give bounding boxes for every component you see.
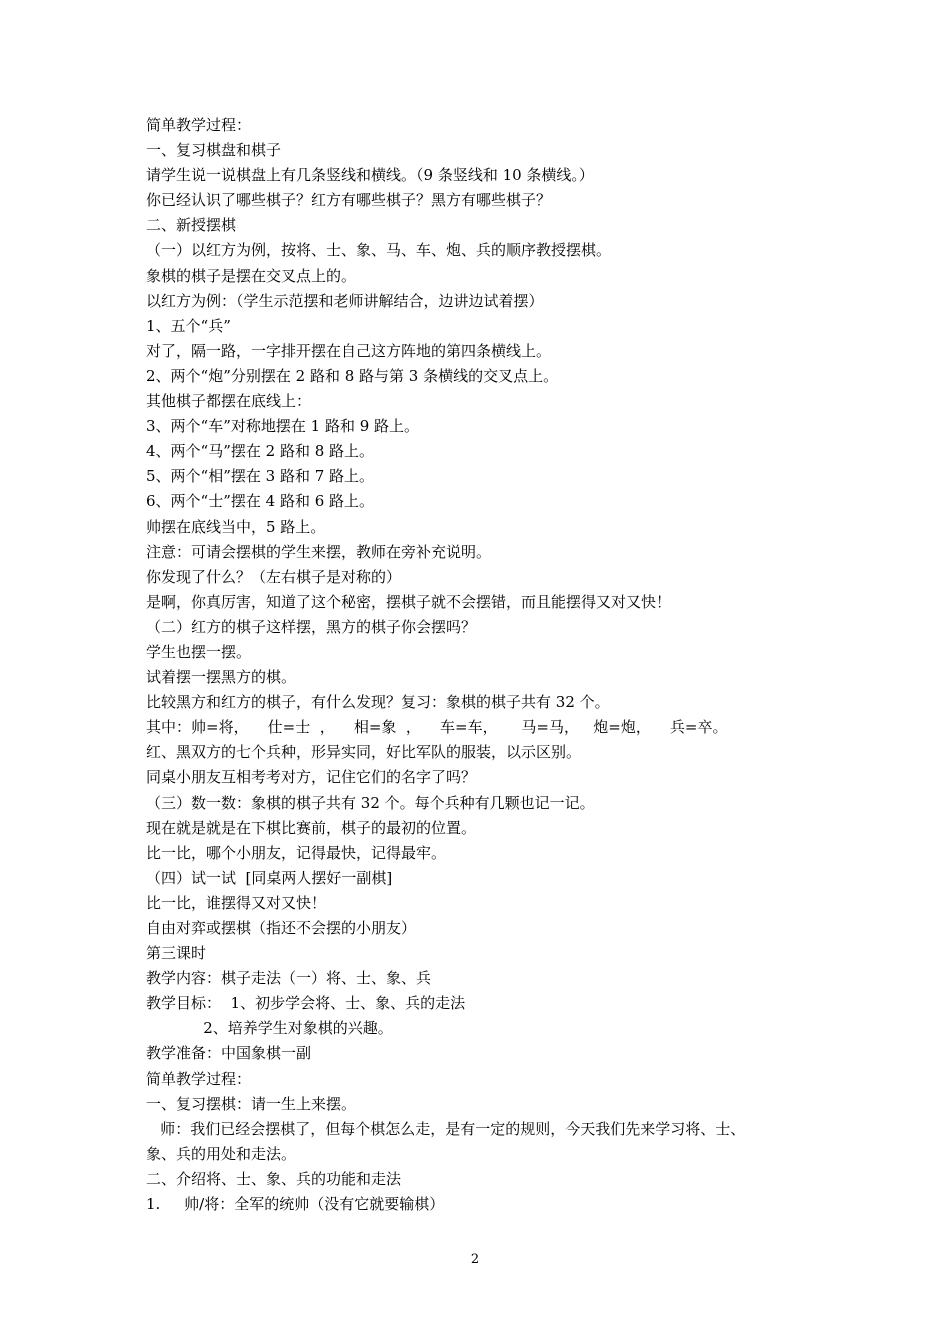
text-line: 一、复习摆棋：请一生上来摆。 — [146, 1094, 357, 1113]
text-line: 简单教学过程： — [146, 116, 252, 134]
text-line: 象、兵的用处和走法。 — [146, 1144, 297, 1163]
text-line: 对了，隔一路，一字排开摆在自己这方阵地的第四条横线上。 — [146, 341, 552, 360]
text-line: 其中：帅=将， 仕=士 ， 相=象 ， 车=车， 马=马， 炮=炮， 兵=卒。 — [146, 718, 728, 737]
text-line: 1. 帅/将：全军的统帅（没有它就要输棋） — [146, 1195, 445, 1214]
text-line: 教学准备：中国象棋一副 — [146, 1044, 312, 1063]
text-line: 4、两个“马”摆在 2 路和 8 路上。 — [146, 442, 375, 461]
text-line: 同桌小朋友互相考考对方，记住它们的名字了吗？ — [146, 768, 477, 787]
text-line: 以红方为例：（学生示范摆和老师讲解结合，边讲边试着摆） — [146, 291, 544, 310]
text-line: （三）数一数：象棋的棋子共有 32 个。每个兵种有几颗也记一记。 — [146, 793, 595, 812]
text-line: （二）红方的棋子这样摆，黑方的棋子你会摆吗？ — [146, 617, 477, 636]
text-line: 一、复习棋盘和棋子 — [146, 141, 282, 160]
text-line: 1、五个“兵” — [146, 316, 231, 335]
text-line: 比一比，谁摆得又对又快！ — [146, 893, 327, 912]
text-line: 二、新授摆棋 — [146, 216, 237, 235]
text-line: （一）以红方为例，按将、士、象、马、车、炮、兵的顺序教授摆棋。 — [146, 241, 612, 260]
text-line: 帅摆在底线当中，5 路上。 — [146, 517, 326, 536]
text-line: 红、黑双方的七个兵种，形异实同，好比军队的服装，以示区别。 — [146, 743, 582, 762]
text-line: 象棋的棋子是摆在交叉点上的。 — [146, 266, 357, 285]
text-line: 6、两个“士”摆在 4 路和 6 路上。 — [146, 492, 375, 511]
text-line: 2、两个“炮”分别摆在 2 路和 8 路与第 3 条横线的交叉点上。 — [146, 366, 559, 385]
text-line: 现在就是就是在下棋比赛前，棋子的最初的位置。 — [146, 818, 477, 837]
text-line: 注意：可请会摆棋的学生来摆，教师在旁补充说明。 — [146, 542, 492, 561]
page-number: 2 — [470, 1252, 480, 1267]
text-line: 二、介绍将、士、象、兵的功能和走法 — [146, 1169, 402, 1188]
text-line: 请学生说一说棋盘上有几条竖线和横线。（9 条竖线和 10 条横线。） — [146, 166, 594, 185]
text-line: 教学内容：棋子走法（一）将、士、象、兵 — [146, 969, 432, 988]
text-line: 你已经认识了哪些棋子？红方有哪些棋子？黑方有哪些棋子？ — [146, 191, 552, 210]
text-line: 比一比，哪个小朋友，记得最快，记得最牢。 — [146, 843, 447, 862]
text-line: 2、培养学生对象棋的兴趣。 — [146, 1019, 393, 1038]
text-line: 第三课时 — [146, 944, 207, 963]
text-line: 3、两个“车”对称地摆在 1 路和 9 路上。 — [146, 417, 420, 436]
text-line: 自由对弈或摆棋（指还不会摆的小朋友） — [146, 919, 417, 937]
text-line: 5、两个“相”摆在 3 路和 7 路上。 — [146, 467, 375, 486]
text-line: 比较黑方和红方的棋子，有什么发现？复习：象棋的棋子共有 32 个。 — [146, 693, 610, 712]
text-line: 学生也摆一摆。 — [146, 642, 252, 661]
text-line: （四）试一试 [同桌两人摆好一副棋] — [146, 868, 393, 887]
text-line: 师：我们已经会摆棋了，但每个棋怎么走，是有一定的规则，今天我们先来学习将、士、 — [146, 1119, 746, 1138]
text-line: 是啊，你真厉害，知道了这个秘密，摆棋子就不会摆错，而且能摆得又对又快！ — [146, 592, 672, 611]
text-line: 简单教学过程： — [146, 1069, 252, 1088]
text-line: 试着摆一摆黑方的棋。 — [146, 668, 297, 687]
text-line: 其他棋子都摆在底线上： — [146, 392, 312, 411]
document-body — [146, 113, 846, 1217]
text-line: 你发现了什么？（左右棋子是对称的） — [146, 567, 402, 586]
text-line: 教学目标： 1、初步学会将、士、象、兵的走法 — [146, 994, 466, 1013]
